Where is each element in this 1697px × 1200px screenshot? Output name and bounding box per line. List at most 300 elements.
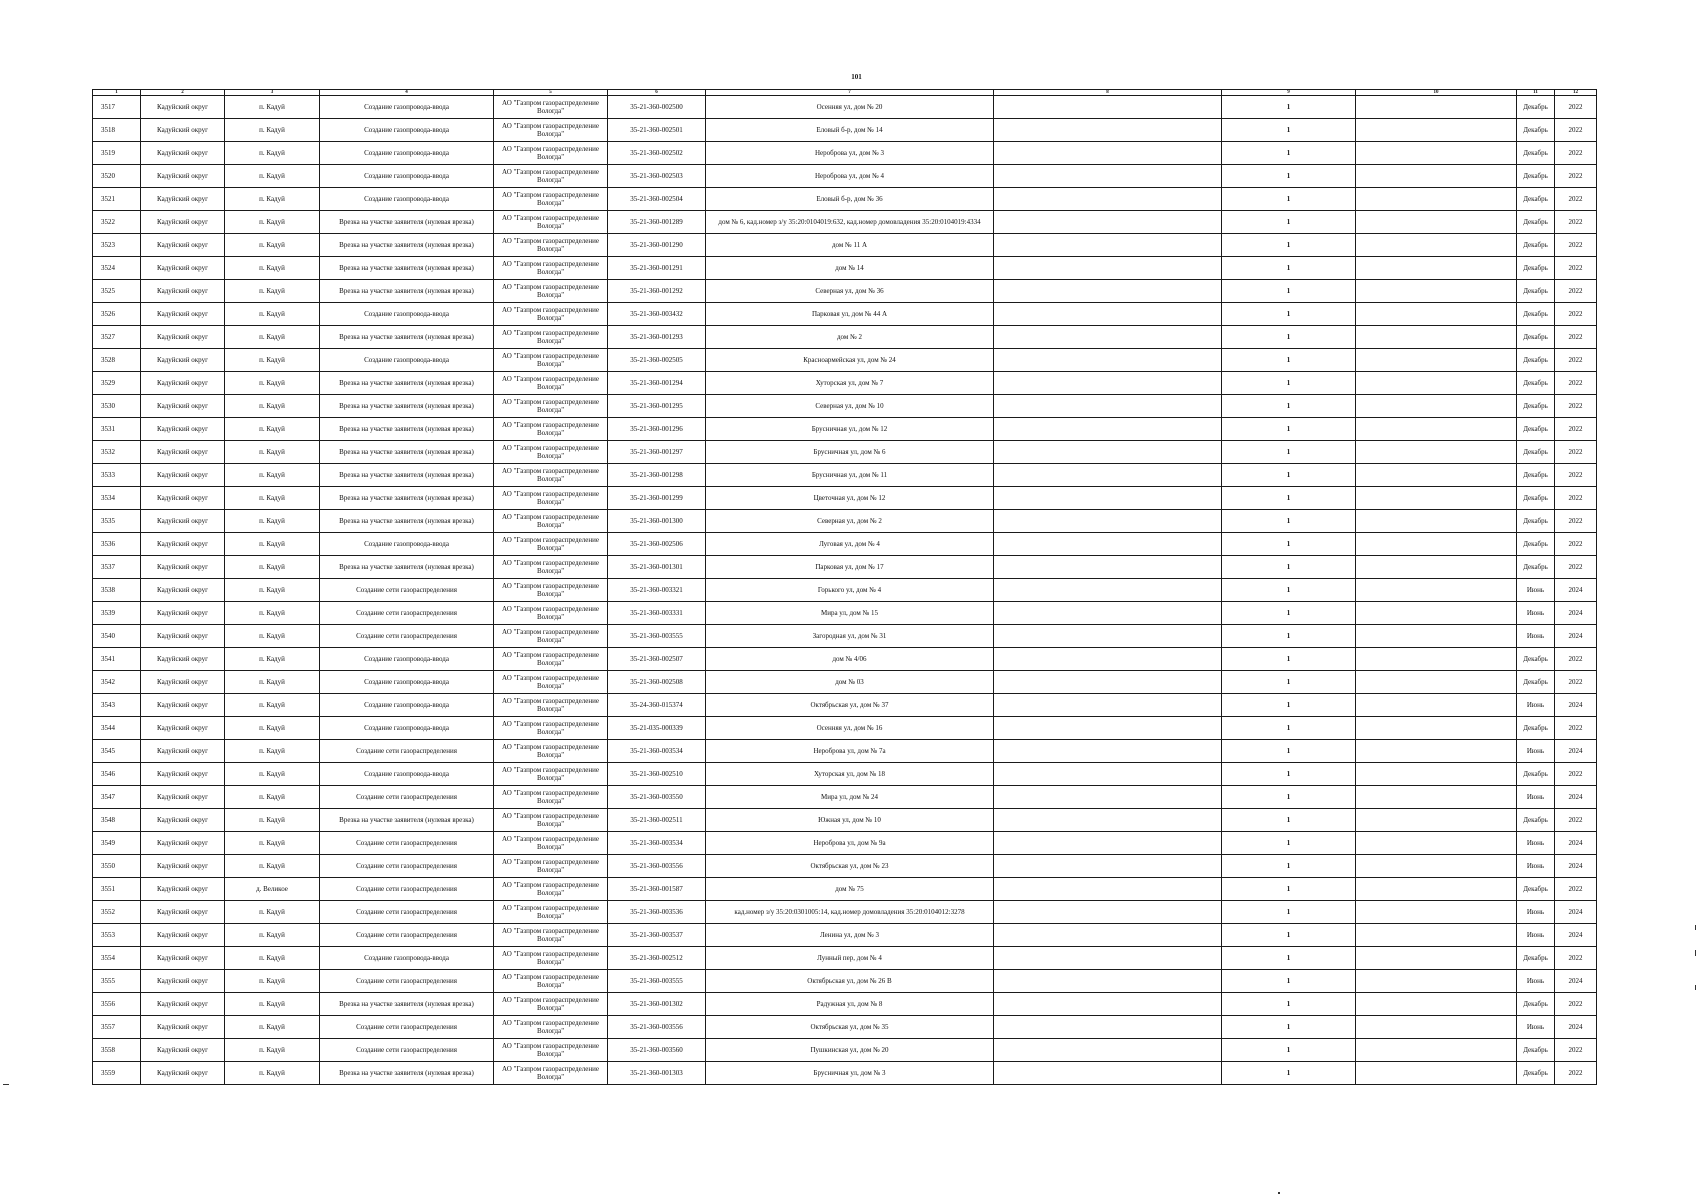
month-cell: Декабрь	[1517, 533, 1555, 556]
table-row	[93, 832, 1597, 855]
quantity-cell: 1	[1222, 303, 1356, 326]
row-number: 3529	[93, 372, 141, 395]
district-cell: Кадуйский округ	[141, 625, 225, 648]
address-cell: дом № 4/06	[706, 648, 994, 671]
empty-cell	[1356, 96, 1517, 119]
empty-cell	[1356, 855, 1517, 878]
year-cell: 2024	[1555, 924, 1597, 947]
object-code-cell: 35-21-360-003534	[608, 832, 706, 855]
row-number: 3527	[93, 326, 141, 349]
table-row	[93, 96, 1597, 119]
row-number: 3524	[93, 257, 141, 280]
locality-cell: п. Кадуй	[225, 188, 320, 211]
year-cell: 2024	[1555, 901, 1597, 924]
work-type-cell: Создание сети газораспределения	[320, 625, 494, 648]
organization-cell: АО "Газпром газораспределение Вологда"	[494, 1016, 608, 1039]
address-cell: Октябрьская ул, дом № 37	[706, 694, 994, 717]
table-row	[93, 1039, 1597, 1062]
object-code-cell: 35-21-360-001587	[608, 878, 706, 901]
address-cell: Мира ул, дом № 24	[706, 786, 994, 809]
year-cell: 2022	[1555, 326, 1597, 349]
table-row	[93, 441, 1597, 464]
table-row	[93, 648, 1597, 671]
quantity-cell: 1	[1222, 257, 1356, 280]
organization-cell: АО "Газпром газораспределение Вологда"	[494, 878, 608, 901]
quantity-cell: 1	[1222, 395, 1356, 418]
district-cell: Кадуйский округ	[141, 165, 225, 188]
row-number: 3554	[93, 947, 141, 970]
organization-cell: АО "Газпром газораспределение Вологда"	[494, 1039, 608, 1062]
table-row	[93, 280, 1597, 303]
work-type-cell: Врезка на участке заявителя (нулевая врезка)	[320, 809, 494, 832]
quantity-cell: 1	[1222, 947, 1356, 970]
locality-cell: п. Кадуй	[225, 625, 320, 648]
locality-cell: п. Кадуй	[225, 349, 320, 372]
organization-cell: АО "Газпром газораспределение Вологда"	[494, 165, 608, 188]
table-row	[93, 763, 1597, 786]
table-row	[93, 625, 1597, 648]
left-margin-mark	[3, 1084, 9, 1085]
month-cell: Декабрь	[1517, 464, 1555, 487]
year-cell: 2022	[1555, 257, 1597, 280]
month-cell: Июнь	[1517, 1016, 1555, 1039]
work-type-cell: Создание газопровода-ввода	[320, 119, 494, 142]
empty-cell	[1356, 671, 1517, 694]
district-cell: Кадуйский округ	[141, 1039, 225, 1062]
empty-cell	[1356, 694, 1517, 717]
year-cell: 2024	[1555, 832, 1597, 855]
work-type-cell: Создание сети газораспределения	[320, 602, 494, 625]
month-cell: Декабрь	[1517, 326, 1555, 349]
work-type-cell: Врезка на участке заявителя (нулевая врезка)	[320, 487, 494, 510]
table-row	[93, 1016, 1597, 1039]
object-code-cell: 35-21-360-001294	[608, 372, 706, 395]
organization-cell: АО "Газпром газораспределение Вологда"	[494, 740, 608, 763]
quantity-cell: 1	[1222, 763, 1356, 786]
object-code-cell: 35-21-360-002508	[608, 671, 706, 694]
object-code-cell: 35-21-360-001303	[608, 1062, 706, 1085]
empty-cell	[1356, 579, 1517, 602]
address-cell: Парковая ул, дом № 17	[706, 556, 994, 579]
table-row	[93, 809, 1597, 832]
empty-cell	[994, 556, 1222, 579]
month-cell: Декабрь	[1517, 234, 1555, 257]
district-cell: Кадуйский округ	[141, 119, 225, 142]
month-cell: Декабрь	[1517, 96, 1555, 119]
row-number: 3555	[93, 970, 141, 993]
locality-cell: п. Кадуй	[225, 1062, 320, 1085]
locality-cell: п. Кадуй	[225, 211, 320, 234]
object-code-cell: 35-21-360-001296	[608, 418, 706, 441]
object-code-cell: 35-21-035-000339	[608, 717, 706, 740]
year-cell: 2022	[1555, 487, 1597, 510]
locality-cell: п. Кадуй	[225, 418, 320, 441]
scan-dot	[1278, 1192, 1280, 1194]
empty-cell	[994, 418, 1222, 441]
object-code-cell: 35-21-360-002507	[608, 648, 706, 671]
district-cell: Кадуйский округ	[141, 349, 225, 372]
quantity-cell: 1	[1222, 832, 1356, 855]
organization-cell: АО "Газпром газораспределение Вологда"	[494, 487, 608, 510]
empty-cell	[994, 372, 1222, 395]
organization-cell: АО "Газпром газораспределение Вологда"	[494, 372, 608, 395]
address-cell: Октябрьская ул, дом № 35	[706, 1016, 994, 1039]
row-number: 3541	[93, 648, 141, 671]
empty-cell	[994, 1039, 1222, 1062]
empty-cell	[1356, 418, 1517, 441]
address-cell: Радужная ул, дом № 8	[706, 993, 994, 1016]
empty-cell	[994, 464, 1222, 487]
address-cell: Загородная ул, дом № 31	[706, 625, 994, 648]
year-cell: 2022	[1555, 556, 1597, 579]
row-number: 3523	[93, 234, 141, 257]
table-row	[93, 487, 1597, 510]
year-cell: 2024	[1555, 602, 1597, 625]
table-row	[93, 579, 1597, 602]
row-number: 3517	[93, 96, 141, 119]
empty-cell	[1356, 326, 1517, 349]
work-type-cell: Врезка на участке заявителя (нулевая врезка)	[320, 418, 494, 441]
work-type-cell: Создание газопровода-ввода	[320, 648, 494, 671]
work-type-cell: Врезка на участке заявителя (нулевая врезка)	[320, 326, 494, 349]
address-cell: Парковая ул, дом № 44 А	[706, 303, 994, 326]
district-cell: Кадуйский округ	[141, 188, 225, 211]
work-type-cell: Врезка на участке заявителя (нулевая врезка)	[320, 257, 494, 280]
month-cell: Декабрь	[1517, 1039, 1555, 1062]
year-cell: 2022	[1555, 717, 1597, 740]
month-cell: Июнь	[1517, 901, 1555, 924]
district-cell: Кадуйский округ	[141, 510, 225, 533]
row-number: 3543	[93, 694, 141, 717]
month-cell: Декабрь	[1517, 763, 1555, 786]
column-number-cell: 11	[1517, 90, 1555, 96]
column-number-cell: 6	[608, 90, 706, 96]
table-row	[93, 211, 1597, 234]
row-number: 3534	[93, 487, 141, 510]
table-row	[93, 257, 1597, 280]
address-cell: Нероброва ул, дом № 9а	[706, 832, 994, 855]
year-cell: 2022	[1555, 142, 1597, 165]
empty-cell	[994, 855, 1222, 878]
table-row	[93, 970, 1597, 993]
row-number: 3539	[93, 602, 141, 625]
empty-cell	[1356, 395, 1517, 418]
work-type-cell: Врезка на участке заявителя (нулевая врезка)	[320, 372, 494, 395]
quantity-cell: 1	[1222, 924, 1356, 947]
work-type-cell: Создание газопровода-ввода	[320, 96, 494, 119]
locality-cell: д. Великое	[225, 878, 320, 901]
month-cell: Декабрь	[1517, 487, 1555, 510]
work-type-cell: Врезка на участке заявителя (нулевая врезка)	[320, 441, 494, 464]
object-code-cell: 35-21-360-002503	[608, 165, 706, 188]
locality-cell: п. Кадуй	[225, 1016, 320, 1039]
row-number: 3533	[93, 464, 141, 487]
month-cell: Декабрь	[1517, 947, 1555, 970]
locality-cell: п. Кадуй	[225, 694, 320, 717]
quantity-cell: 1	[1222, 349, 1356, 372]
quantity-cell: 1	[1222, 717, 1356, 740]
object-code-cell: 35-21-360-003432	[608, 303, 706, 326]
empty-cell	[1356, 947, 1517, 970]
object-code-cell: 35-21-360-003331	[608, 602, 706, 625]
empty-cell	[1356, 625, 1517, 648]
quantity-cell: 1	[1222, 96, 1356, 119]
district-cell: Кадуйский округ	[141, 809, 225, 832]
quantity-cell: 1	[1222, 211, 1356, 234]
year-cell: 2022	[1555, 418, 1597, 441]
column-number-cell: 3	[225, 90, 320, 96]
object-code-cell: 35-21-360-003550	[608, 786, 706, 809]
locality-cell: п. Кадуй	[225, 395, 320, 418]
address-cell: Осенняя ул, дом № 20	[706, 96, 994, 119]
quantity-cell: 1	[1222, 694, 1356, 717]
quantity-cell: 1	[1222, 625, 1356, 648]
quantity-cell: 1	[1222, 165, 1356, 188]
month-cell: Декабрь	[1517, 188, 1555, 211]
object-code-cell: 35-21-360-001297	[608, 441, 706, 464]
quantity-cell: 1	[1222, 1062, 1356, 1085]
table-row	[93, 786, 1597, 809]
work-type-cell: Создание газопровода-ввода	[320, 763, 494, 786]
object-code-cell: 35-21-360-002512	[608, 947, 706, 970]
work-type-cell: Создание сети газораспределения	[320, 924, 494, 947]
table-row	[93, 740, 1597, 763]
table-body	[93, 96, 1597, 1085]
column-number-cell: 9	[1222, 90, 1356, 96]
organization-cell: АО "Газпром газораспределение Вологда"	[494, 763, 608, 786]
address-cell: Хуторская ул, дом № 7	[706, 372, 994, 395]
locality-cell: п. Кадуй	[225, 809, 320, 832]
month-cell: Декабрь	[1517, 648, 1555, 671]
locality-cell: п. Кадуй	[225, 487, 320, 510]
table-row	[93, 855, 1597, 878]
district-cell: Кадуйский округ	[141, 993, 225, 1016]
month-cell: Декабрь	[1517, 556, 1555, 579]
empty-cell	[994, 96, 1222, 119]
object-code-cell: 35-21-360-003555	[608, 625, 706, 648]
work-type-cell: Врезка на участке заявителя (нулевая врезка)	[320, 234, 494, 257]
table-row	[93, 349, 1597, 372]
right-margin-mark	[1695, 985, 1696, 990]
address-cell: кад.номер з/у 35:20:0301005:14, кад.номер домовладения 35:20:0104012:3278	[706, 901, 994, 924]
district-cell: Кадуйский округ	[141, 1062, 225, 1085]
row-number: 3526	[93, 303, 141, 326]
organization-cell: АО "Газпром газораспределение Вологда"	[494, 96, 608, 119]
empty-cell	[1356, 556, 1517, 579]
empty-cell	[1356, 188, 1517, 211]
row-number: 3556	[93, 993, 141, 1016]
organization-cell: АО "Газпром газораспределение Вологда"	[494, 786, 608, 809]
quantity-cell: 1	[1222, 119, 1356, 142]
district-cell: Кадуйский округ	[141, 395, 225, 418]
work-type-cell: Создание сети газораспределения	[320, 579, 494, 602]
empty-cell	[1356, 280, 1517, 303]
empty-cell	[994, 579, 1222, 602]
district-cell: Кадуйский округ	[141, 234, 225, 257]
quantity-cell: 1	[1222, 510, 1356, 533]
empty-cell	[994, 671, 1222, 694]
district-cell: Кадуйский округ	[141, 441, 225, 464]
empty-cell	[994, 1062, 1222, 1085]
row-number: 3535	[93, 510, 141, 533]
row-number: 3559	[93, 1062, 141, 1085]
district-cell: Кадуйский округ	[141, 533, 225, 556]
empty-cell	[994, 717, 1222, 740]
year-cell: 2024	[1555, 579, 1597, 602]
year-cell: 2022	[1555, 464, 1597, 487]
empty-cell	[994, 924, 1222, 947]
district-cell: Кадуйский округ	[141, 855, 225, 878]
address-cell: Южная ул, дом № 10	[706, 809, 994, 832]
row-number: 3528	[93, 349, 141, 372]
empty-cell	[994, 257, 1222, 280]
work-type-cell: Врезка на участке заявителя (нулевая врезка)	[320, 993, 494, 1016]
district-cell: Кадуйский округ	[141, 786, 225, 809]
work-type-cell: Врезка на участке заявителя (нулевая врезка)	[320, 464, 494, 487]
row-number: 3519	[93, 142, 141, 165]
address-cell: Цветочная ул, дом № 12	[706, 487, 994, 510]
year-cell: 2024	[1555, 625, 1597, 648]
column-number-cell: 5	[494, 90, 608, 96]
quantity-cell: 1	[1222, 740, 1356, 763]
object-code-cell: 35-21-360-001295	[608, 395, 706, 418]
district-cell: Кадуйский округ	[141, 901, 225, 924]
quantity-cell: 1	[1222, 142, 1356, 165]
table-row	[93, 947, 1597, 970]
work-type-cell: Создание сети газораспределения	[320, 970, 494, 993]
address-cell: дом № 14	[706, 257, 994, 280]
address-cell: Брусничная ул, дом № 11	[706, 464, 994, 487]
year-cell: 2022	[1555, 96, 1597, 119]
row-number: 3530	[93, 395, 141, 418]
quantity-cell: 1	[1222, 188, 1356, 211]
row-number: 3532	[93, 441, 141, 464]
object-code-cell: 35-21-360-002501	[608, 119, 706, 142]
object-code-cell: 35-21-360-003560	[608, 1039, 706, 1062]
month-cell: Декабрь	[1517, 510, 1555, 533]
row-number: 3518	[93, 119, 141, 142]
month-cell: Декабрь	[1517, 878, 1555, 901]
locality-cell: п. Кадуй	[225, 763, 320, 786]
district-cell: Кадуйский округ	[141, 671, 225, 694]
month-cell: Июнь	[1517, 694, 1555, 717]
organization-cell: АО "Газпром газораспределение Вологда"	[494, 211, 608, 234]
organization-cell: АО "Газпром газораспределение Вологда"	[494, 579, 608, 602]
empty-cell	[1356, 211, 1517, 234]
column-number-cell: 7	[706, 90, 994, 96]
object-code-cell: 35-21-360-001298	[608, 464, 706, 487]
quantity-cell: 1	[1222, 901, 1356, 924]
empty-cell	[1356, 464, 1517, 487]
month-cell: Декабрь	[1517, 418, 1555, 441]
locality-cell: п. Кадуй	[225, 510, 320, 533]
work-type-cell: Создание газопровода-ввода	[320, 717, 494, 740]
empty-cell	[1356, 119, 1517, 142]
row-number: 3531	[93, 418, 141, 441]
row-number: 3553	[93, 924, 141, 947]
year-cell: 2022	[1555, 372, 1597, 395]
quantity-cell: 1	[1222, 786, 1356, 809]
row-number: 3542	[93, 671, 141, 694]
address-cell: Горького ул, дом № 4	[706, 579, 994, 602]
organization-cell: АО "Газпром газораспределение Вологда"	[494, 717, 608, 740]
month-cell: Июнь	[1517, 625, 1555, 648]
month-cell: Декабрь	[1517, 349, 1555, 372]
quantity-cell: 1	[1222, 280, 1356, 303]
district-cell: Кадуйский округ	[141, 1016, 225, 1039]
locality-cell: п. Кадуй	[225, 142, 320, 165]
organization-cell: АО "Газпром газораспределение Вологда"	[494, 671, 608, 694]
work-type-cell: Врезка на участке заявителя (нулевая врезка)	[320, 280, 494, 303]
empty-cell	[994, 349, 1222, 372]
quantity-cell: 1	[1222, 418, 1356, 441]
work-type-cell: Создание сети газораспределения	[320, 878, 494, 901]
empty-cell	[1356, 901, 1517, 924]
object-code-cell: 35-21-360-001301	[608, 556, 706, 579]
district-cell: Кадуйский округ	[141, 464, 225, 487]
object-code-cell: 35-21-360-002502	[608, 142, 706, 165]
year-cell: 2022	[1555, 809, 1597, 832]
empty-cell	[1356, 602, 1517, 625]
row-number: 3536	[93, 533, 141, 556]
empty-cell	[1356, 970, 1517, 993]
district-cell: Кадуйский округ	[141, 418, 225, 441]
work-type-cell: Врезка на участке заявителя (нулевая врезка)	[320, 510, 494, 533]
empty-cell	[1356, 142, 1517, 165]
empty-cell	[994, 809, 1222, 832]
district-cell: Кадуйский округ	[141, 740, 225, 763]
table-row	[93, 556, 1597, 579]
table-row	[93, 602, 1597, 625]
district-cell: Кадуйский округ	[141, 579, 225, 602]
month-cell: Декабрь	[1517, 717, 1555, 740]
month-cell: Июнь	[1517, 855, 1555, 878]
year-cell: 2022	[1555, 648, 1597, 671]
organization-cell: АО "Газпром газораспределение Вологда"	[494, 1062, 608, 1085]
month-cell: Декабрь	[1517, 993, 1555, 1016]
locality-cell: п. Кадуй	[225, 372, 320, 395]
quantity-cell: 1	[1222, 464, 1356, 487]
row-number: 3538	[93, 579, 141, 602]
column-number-cell: 2	[141, 90, 225, 96]
table-row	[93, 717, 1597, 740]
column-number-cell: 8	[994, 90, 1222, 96]
work-type-cell: Создание газопровода-ввода	[320, 188, 494, 211]
locality-cell: п. Кадуй	[225, 993, 320, 1016]
quantity-cell: 1	[1222, 533, 1356, 556]
row-number: 3552	[93, 901, 141, 924]
empty-cell	[994, 441, 1222, 464]
year-cell: 2024	[1555, 786, 1597, 809]
locality-cell: п. Кадуй	[225, 556, 320, 579]
empty-cell	[994, 326, 1222, 349]
locality-cell: п. Кадуй	[225, 947, 320, 970]
address-cell: Лунный пер, дом № 4	[706, 947, 994, 970]
empty-cell	[1356, 487, 1517, 510]
empty-cell	[1356, 924, 1517, 947]
district-cell: Кадуйский округ	[141, 556, 225, 579]
month-cell: Декабрь	[1517, 303, 1555, 326]
empty-cell	[994, 947, 1222, 970]
quantity-cell: 1	[1222, 602, 1356, 625]
organization-cell: АО "Газпром газораспределение Вологда"	[494, 947, 608, 970]
empty-cell	[994, 970, 1222, 993]
month-cell: Декабрь	[1517, 142, 1555, 165]
table-row	[93, 142, 1597, 165]
object-code-cell: 35-21-360-003534	[608, 740, 706, 763]
object-code-cell: 35-21-360-001293	[608, 326, 706, 349]
quantity-cell: 1	[1222, 1039, 1356, 1062]
